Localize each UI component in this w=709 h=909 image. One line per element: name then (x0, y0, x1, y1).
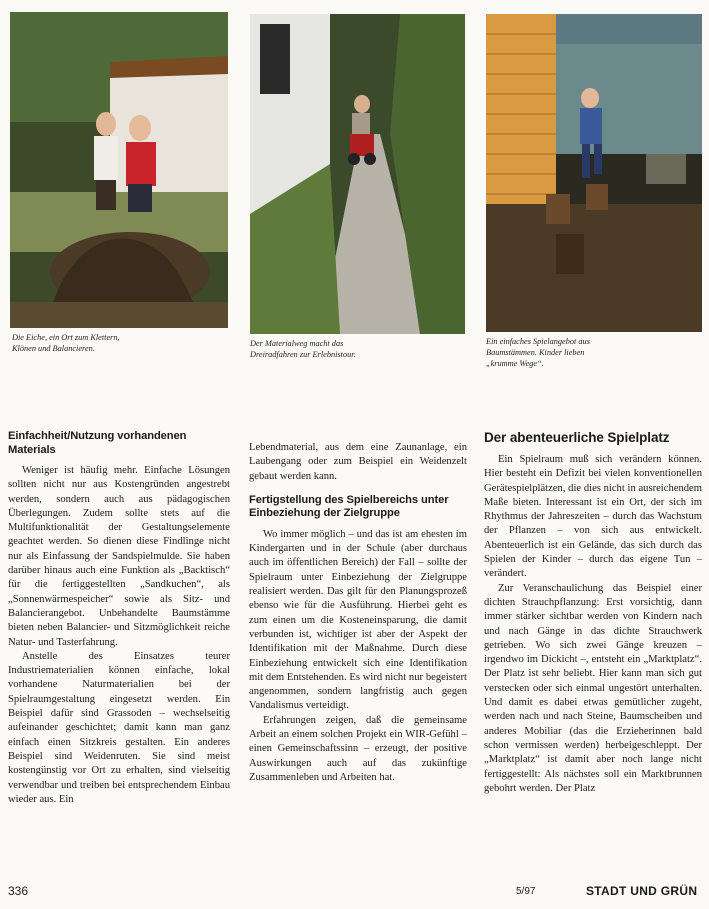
path-photo-caption: Der Materialweg macht das Dreiradfahren zur Erlebnistour. (250, 339, 356, 359)
left-column (8, 430, 230, 807)
left-paragraph-2: Anstelle des Einsatzes teurer Industriematerialien können einfache, lokal vorhandene Naturmaterialien bei der Spielraumgestaltung eingesetzt werden. Ein Beispiel dafür sind Grassoden – wechselseitig aufeinander geschichtet; damit kann man ganz einfach einen Sitzkreis gestalten. Ein anderes Beispiel sind Weidenruten. Sie sind meist kostengünstig vor Ort zu erhalten, sind vielseitig verwendbar und treiben bei entsprechendem Einbau wieder aus. Ein (8, 650, 230, 805)
right-paragraph-2: Zur Veranschaulichung das Beispiel einer dichten Strauchpflanzung: Erst vorsichtig, dann immer stärker sichtbar werden von Kindern nach und nach Gänge in das dichte Strauchwerk getrieben. Wo sich zwei Gänge kreuzen – irgendwo im Dickicht –, entsteht ein „Marktplatz“. Der Platz ist sehr beliebt. Hier kann man sich gut verstecken oder sich einmal ungestört unterhalten. Und damit es dabei etwas gemütlicher zugeht, werden nach und nach Steine, Baumscheiben und anderes Mobiliar (das die Erzieherinnen bald schon vermissen werden) herbeigeschleppt. Der „Marktplatz“ ist damit aber noch lange nicht fertiggestellt: Als nächstes soll ein Marktbrunnen gebohrt werden. Der Platz (484, 582, 702, 794)
middle-column-heading: Fertigstellung des Spielbereichs unter Einbeziehung der Zielgruppe (249, 493, 449, 520)
middle-column (249, 441, 467, 785)
issue-number: 5/97 (516, 886, 536, 897)
left-column-heading: Einfachheit/Nutzung vorhandenen Materials (8, 430, 187, 456)
middle-paragraph-2: Erfahrungen zeigen, daß die gemeinsame Arbeit an einem solchen Projekt ein WIR-Gefühl – einen Gemeinschaftssinn – erzeugt, der positive Auswirkungen auch auf das zukünftige Zusammenleben und Arbeiten hat. (249, 714, 467, 783)
oak-climbing-photo (10, 12, 228, 328)
magazine-title: STADT UND GRÜN (586, 884, 698, 898)
left-paragraph-1: Weniger ist häufig mehr. Einfache Lösungen sollten nicht nur aus Kostengründen angestrebt werden, sondern auch aus pädagogischen Überlegungen. Zudem sollte stets auf die Multifunktionalität der Gestaltungselemente geachtet werden. So dienen diese Findlinge nicht nur als Einfassung der Sandspielmulde. Sie haben darüber hinaus auch eine Funktion als „Backtisch“ für die fertiggestellten „Sandkuchen“, als „Sonnenwärmespeicher“ sowie als Sitz- und Balancierangebot. Unbehandelte Baumstämme bieten neben Balancier- und Sitzmöglichkeit reiche Natur- und Tasterfahrung. (8, 465, 230, 648)
oak-photo-caption: Die Eiche, ein Ort zum Klettern, Klönen und Balancieren. (12, 333, 120, 353)
right-column-heading: Der abenteuerliche Spielplatz (484, 430, 670, 445)
tree-trunk-play-photo (486, 14, 702, 332)
middle-continuation: Lebendmaterial, aus dem eine Zaunanlage, ein Laubengang oder zum Beispiel ein Weidenzelt gebaut werden kann. (249, 442, 467, 482)
middle-paragraph-1: Wo immer möglich – und das ist am ehesten im Kindergarten und in der Schule (aber durchaus auch im öffentlichen Bereich) der Fall – sollte der Spielraum unter Einbeziehung der Zielgruppe realisiert werden. Das gilt für den Planungsprozeß ebenso wie für die Ausführung. Hierbei geht es zum einen um die Kosteneinsparung, die damit verbunden ist, wichtiger ist aber der Aspekt der Identifikation mit der Maßnahme. Durch diese Einbeziehung entwickelt sich eine Identifikation mit dem Entstehenden. Es wird nicht nur begeistert angenommen, sondern langfristig auch gegen Vandalismus verteidigt. (249, 528, 467, 712)
page-number: 336 (8, 884, 29, 898)
right-paragraph-1: Ein Spielraum muß sich verändern können. Hier besteht ein Defizit bei vielen konventionellen Gerätespielplätzen, die dies nicht in ausreichendem Maße bieten. Interessant ist ein Ort, der sich im Rhythmus der Jahreszeiten – durch das Wachstum der Pflanzen – von sich aus entwickelt. Abenteuerlich ist ein Gelände, das sich durch das Spielen der Kinder – durch das eigene Tun – verändert. (484, 454, 702, 580)
right-column (484, 430, 702, 796)
material-path-photo (250, 14, 465, 334)
trunk-photo-caption: Ein einfaches Spielangebot aus Baumstämmen. Kinder lieben „krumme Wege“. (486, 337, 590, 368)
